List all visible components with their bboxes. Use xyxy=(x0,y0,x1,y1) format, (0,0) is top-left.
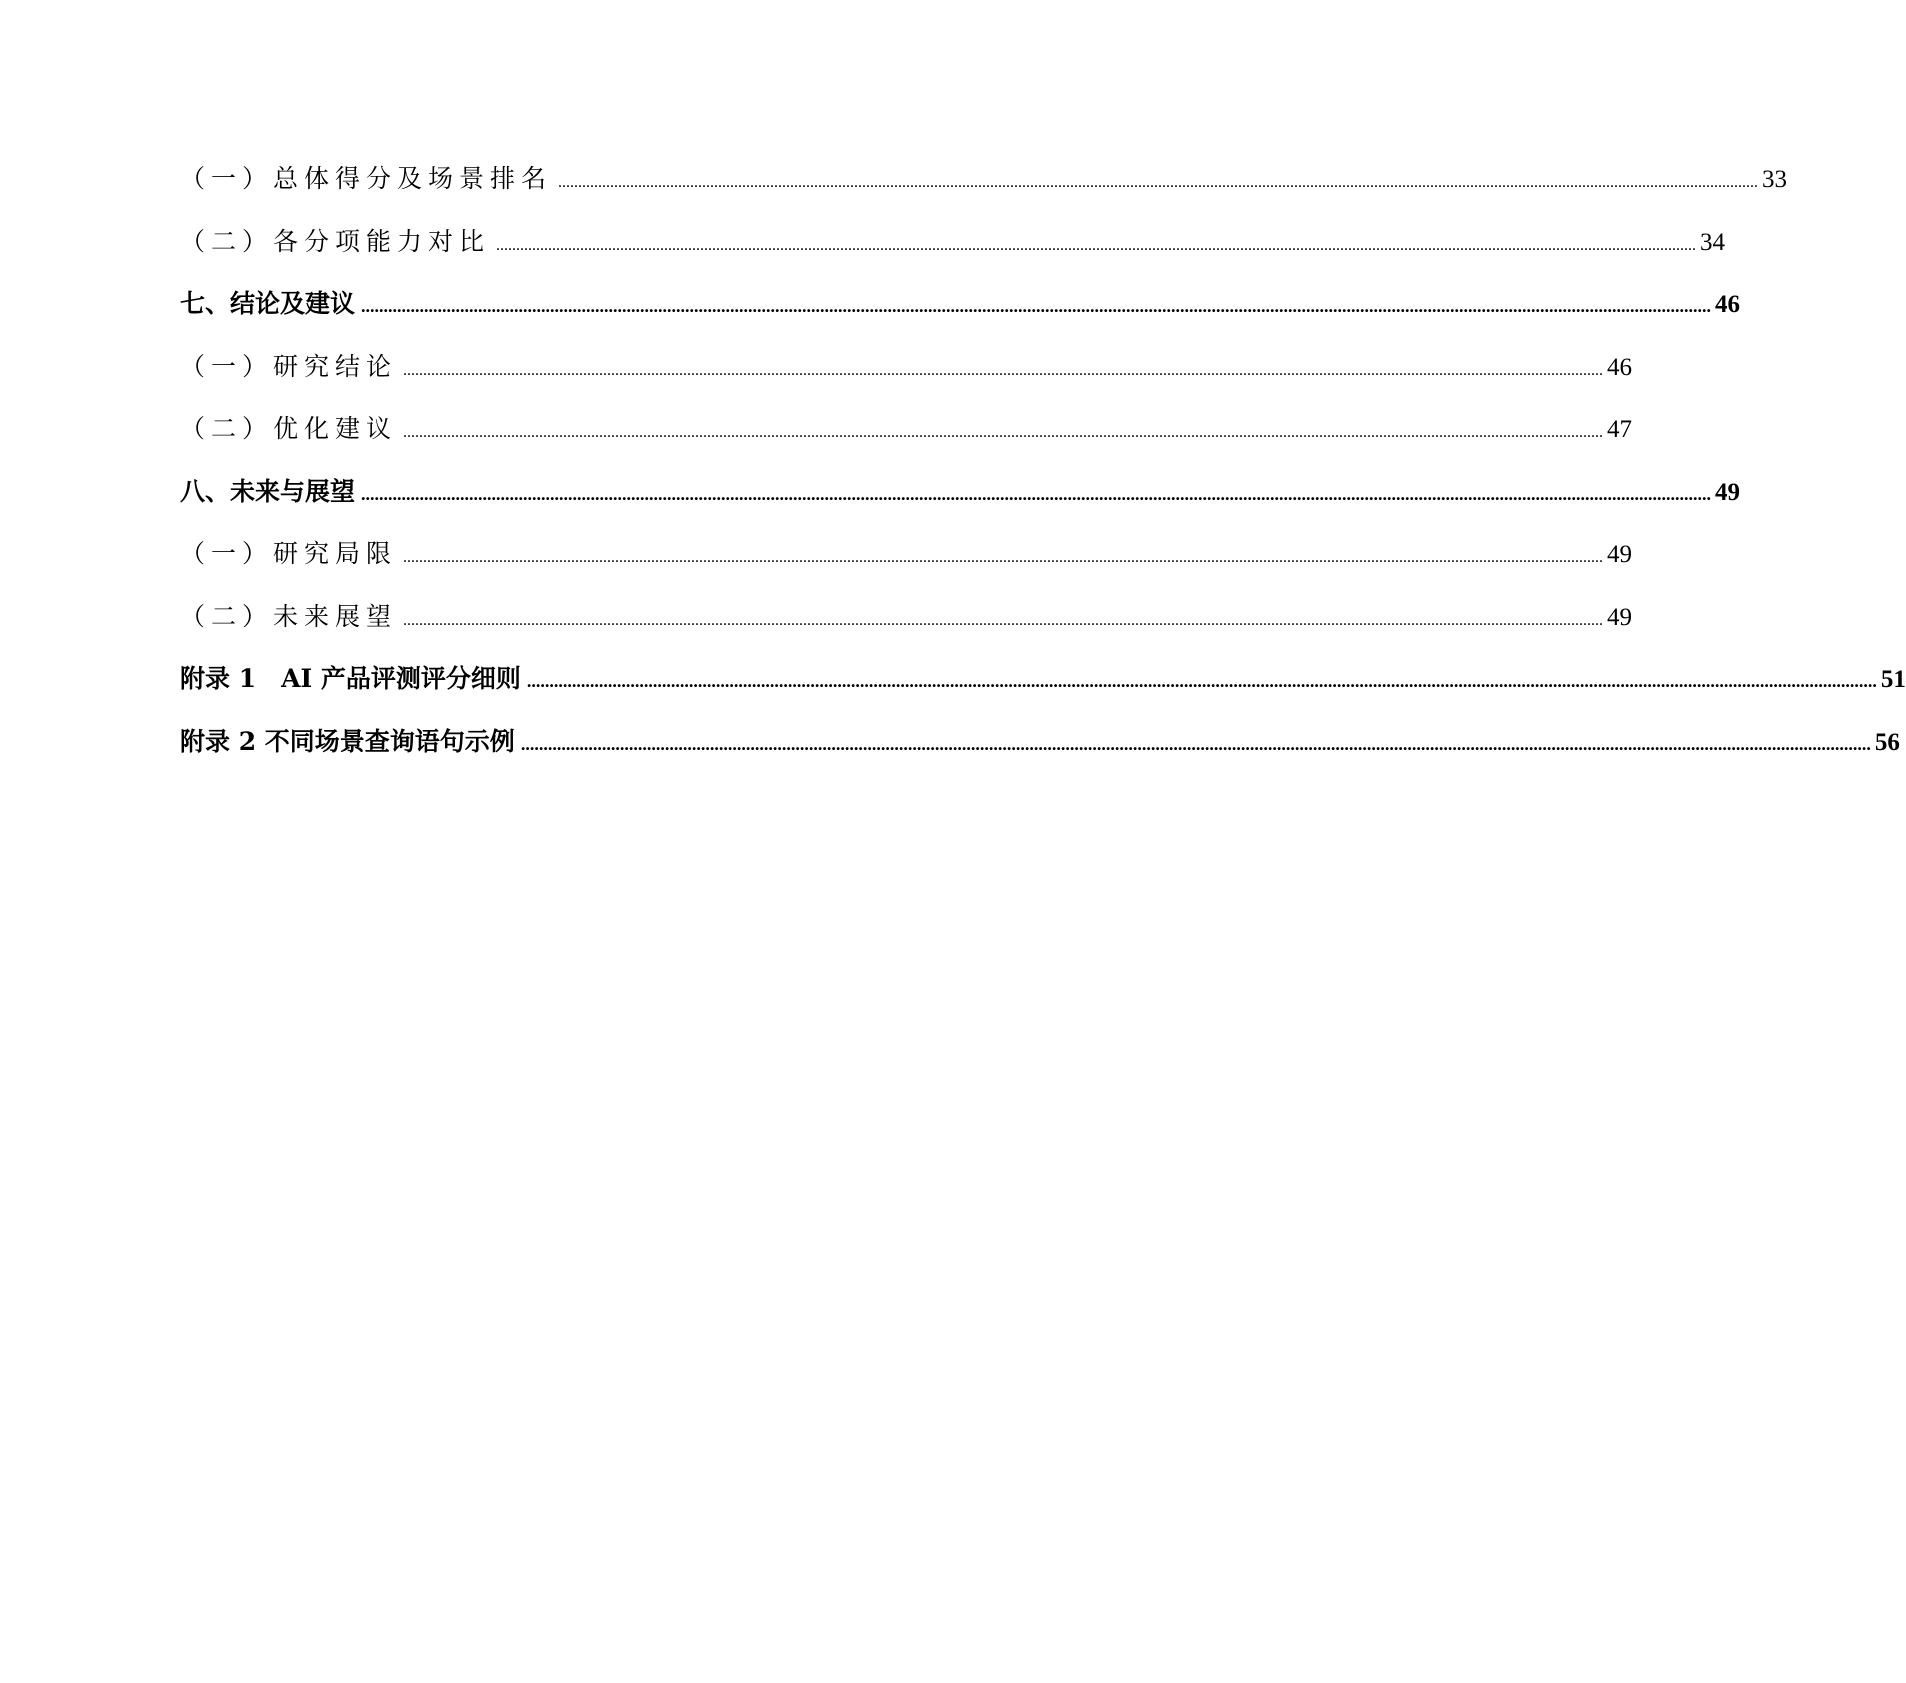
toc-entry-future-outlook[interactable] xyxy=(180,586,1633,649)
toc-entry-overall-score[interactable] xyxy=(180,148,1788,211)
toc-entry-label: （二）优化建议 xyxy=(180,414,398,443)
toc-entry-research-conclusion[interactable] xyxy=(180,336,1633,399)
toc-leader-dots: ............................................................................................................................................................................................................................................................................................................ xyxy=(403,611,1604,629)
toc-leader-dots: ............................................................................................................................................................................................................................................................................................................ xyxy=(403,424,1604,441)
toc-page-number: 49 xyxy=(1607,541,1633,568)
toc-entry-label: 八、未来与展望 xyxy=(180,476,356,506)
toc-entry-chapter-7[interactable] xyxy=(180,273,1741,336)
toc-entry-research-limitations[interactable] xyxy=(180,523,1633,586)
toc-entry-label: 七、结论及建议 xyxy=(180,289,356,318)
toc-leader-dots: ............................................................................................................................................................................................................................................................................................................ xyxy=(403,361,1604,379)
toc-entry-label: 附录 1 AI 产品评测评分细则 xyxy=(180,664,521,693)
toc-page-number: 46 xyxy=(1607,353,1633,381)
toc-entry-label: （二）未来展望 xyxy=(180,601,398,631)
toc-page-number: 47 xyxy=(1607,416,1633,443)
toc-leader-dots: ............................................................................................................................................................................................................................................................................................................ xyxy=(361,483,1712,504)
toc-entry-label: 附录 2 不同场景查询语句示例 xyxy=(180,726,515,756)
toc-entry-capability-comparison[interactable] xyxy=(180,211,1726,274)
toc-entry-label: （一）总体得分及场景排名 xyxy=(180,164,553,193)
table-of-contents xyxy=(180,148,1906,773)
toc-page-number: 46 xyxy=(1715,291,1741,318)
toc-page-number: 56 xyxy=(1874,728,1900,756)
toc-leader-dots: ............................................................................................................................................................................................................................................................................................................ xyxy=(361,296,1712,316)
toc-leader-dots: ............................................................................................................................................................................................................................................................................................................ xyxy=(403,549,1604,566)
toc-page-number: 33 xyxy=(1762,166,1788,193)
toc-page-number: 49 xyxy=(1607,603,1633,631)
toc-leader-dots: ............................................................................................................................................................................................................................................................................................................ xyxy=(526,671,1877,691)
toc-entry-optimization-suggestions[interactable] xyxy=(180,398,1633,461)
toc-leader-dots: ............................................................................................................................................................................................................................................................................................................ xyxy=(520,733,1871,754)
toc-entry-label: （一）研究结论 xyxy=(180,351,398,381)
toc-entry-appendix-2[interactable] xyxy=(180,711,1900,774)
toc-entry-label: （二）各分项能力对比 xyxy=(180,226,491,256)
toc-page-number: 34 xyxy=(1700,228,1726,256)
toc-entry-appendix-1[interactable] xyxy=(180,648,1906,711)
toc-page-number: 51 xyxy=(1880,666,1906,693)
toc-leader-dots: ............................................................................................................................................................................................................................................................................................................ xyxy=(496,236,1697,254)
toc-page-number: 49 xyxy=(1715,478,1741,506)
toc-leader-dots: ............................................................................................................................................................................................................................................................................................................ xyxy=(558,174,1759,191)
toc-entry-label: （一）研究局限 xyxy=(180,539,398,568)
toc-entry-chapter-8[interactable] xyxy=(180,461,1741,524)
